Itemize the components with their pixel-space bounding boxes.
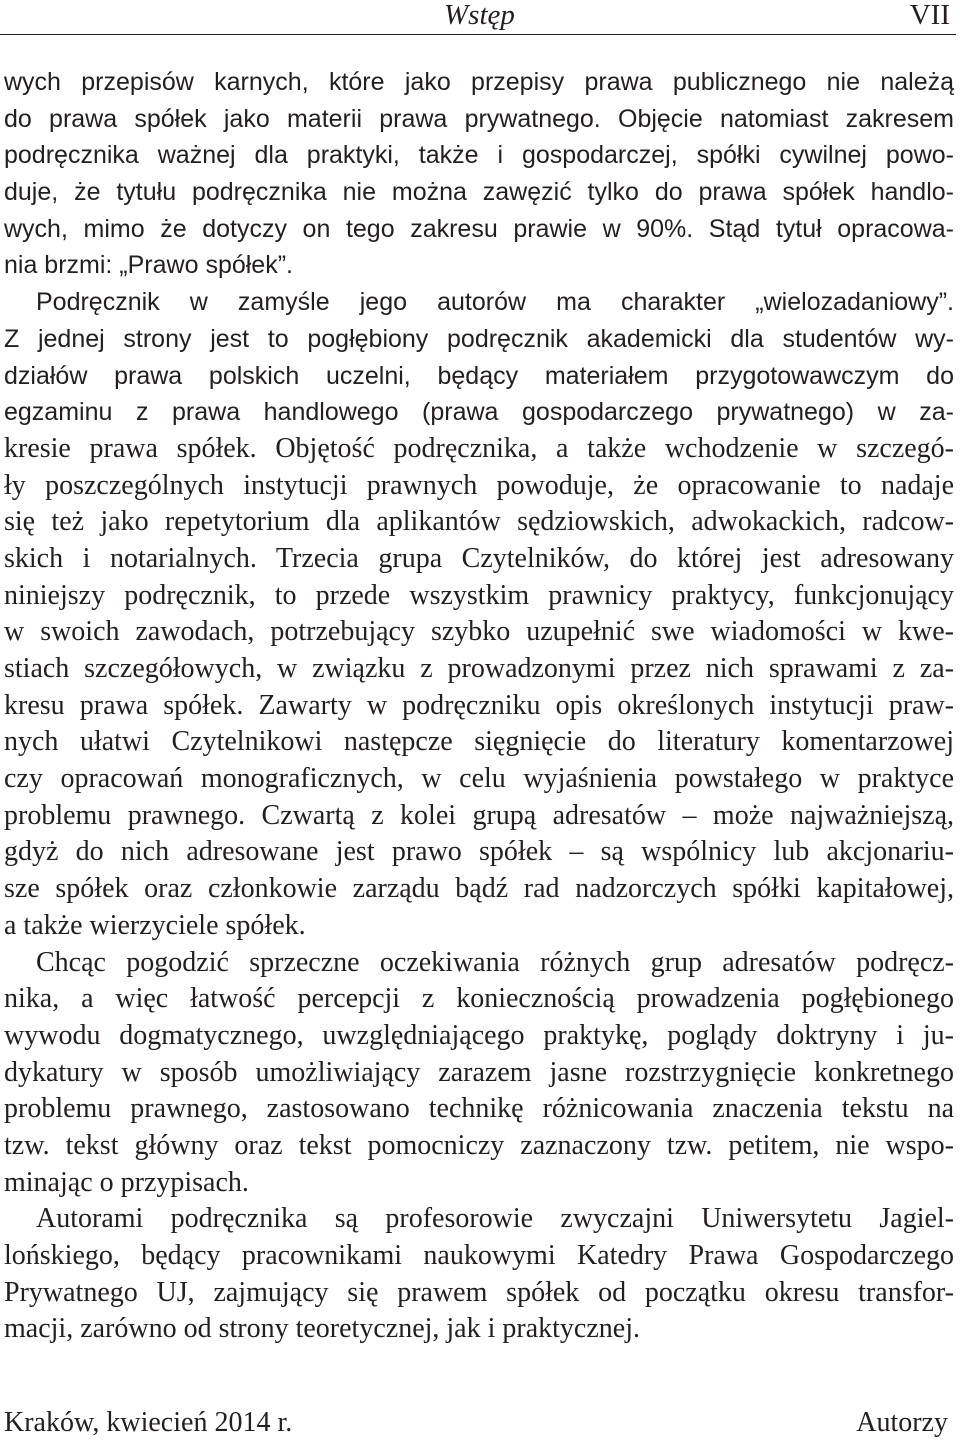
text-line: dykatury w sposób umożliwiający zarazem jasne rozstrzygnięcie konkretnego [4, 1056, 954, 1088]
text-line: skich i notarialnych. Trzecia grupa Czytelników, do której jest adresowany [4, 542, 954, 574]
text-line: problemu prawnego. Czwartą z kolei grupą adresatów – może najważniejszą, [4, 799, 954, 831]
text-line: nia brzmi: „Prawo spółek”. [4, 251, 293, 280]
text-line: do prawa spółek jako materii prawa prywatnego. Objęcie natomiast zakresem [4, 104, 954, 133]
text-line: ły poszczególnych instytucji prawnych powoduje, że opracowanie to nadaje [4, 469, 954, 501]
text-line: kresie prawa spółek. Objętość podręcznika, a także wchodzenie w szczegó- [4, 432, 954, 464]
text-line: stiach szczegółowych, w związku z prowadzonymi przez nich sprawami z za- [4, 653, 954, 684]
text-line: Autorami podręcznika są profesorowie zwyczajni Uniwersytetu Jagiel- [36, 1203, 954, 1235]
running-header [0, 0, 956, 35]
text-line: podręcznika ważnej dla praktyki, także i gospodarczej, spółki cywilnej powo- [4, 141, 954, 170]
text-line: Podręcznik w zamyśle jego autorów ma charakter „wielozadaniowy”. [36, 288, 954, 317]
text-line: macji, zarówno od strony teoretycznej, jak i praktycznej. [4, 1313, 640, 1345]
text-line: się też jako repetytorium dla aplikantów sędziowskich, adwokackich, radcow- [4, 506, 954, 538]
text-line: sze spółek oraz członkowie zarządu bądź rad nadzorczych spółki kapitałowej, [4, 873, 954, 905]
text-line: lońskiego, będący pracownikami naukowymi Katedry Prawa Gospodarczego [4, 1240, 954, 1271]
text-line: minając o przypisach. [4, 1166, 249, 1198]
text-line: wych, mimo że dotyczy on tego zakresu prawie w 90%. Stąd tytuł opracowa- [4, 214, 954, 243]
text-line: gdyż do nich adresowane jest prawo spółek – są wspólnicy lub akcjonariu- [4, 836, 954, 868]
text-line: egzaminu z prawa handlowego (prawa gospodarczego prywatnego) w za- [4, 398, 954, 427]
text-line: w swoich zawodach, potrzebujący szybko uzupełnić swe wiadomości w kwe- [4, 616, 954, 648]
text-line: Z jednej strony jest to pogłębiony podręcznik akademicki dla studentów wy- [4, 324, 954, 353]
text-line: wywodu dogmatycznego, uwzględniającego praktykę, poglądy doktryny i ju- [4, 1019, 954, 1051]
text-line: nika, a więc łatwość percepcji z koniecznością prowadzenia pogłębionego [4, 983, 954, 1015]
section-title: Wstęp [444, 0, 515, 31]
text-line: problemu prawnego, zastosowano technikę różnicowania znaczenia tekstu na [4, 1093, 954, 1125]
text-line: wych przepisów karnych, które jako przepisy prawa publicznego nie należą [4, 68, 954, 96]
authors-signature: Autorzy [856, 1407, 948, 1438]
text-line: tzw. tekst główny oraz tekst pomocniczy zaznaczony tzw. petitem, nie wspo- [4, 1129, 954, 1161]
body-text [4, 64, 954, 1348]
text-line: nych ułatwi Czytelnikowi następcze sięgnięcie do literatury komentarzowej [4, 726, 954, 758]
closing-footer [4, 1405, 948, 1441]
text-line: duje, że tytułu podręcznika nie można zawęzić tylko do prawa spółek handlo- [4, 178, 954, 207]
text-line: a także wierzyciele spółek. [4, 909, 306, 941]
text-line: czy opracowań monograficznych, w celu wyjaśnienia powstałego w praktyce [4, 763, 954, 795]
text-line: działów prawa polskich uczelni, będący materiałem przygotowawczym do [4, 361, 954, 390]
page-number: VII [909, 0, 950, 31]
text-line: niniejszy podręcznik, to przede wszystkim prawnicy praktycy, funkcjonujący [4, 579, 954, 611]
text-line: Chcąc pogodzić sprzeczne oczekiwania różnych grup adresatów podręcz- [36, 946, 954, 978]
text-line: kresu prawa spółek. Zawarty w podręczniku opis określonych instytucji praw- [4, 689, 954, 721]
place-date: Kraków, kwiecień 2014 r. [4, 1407, 293, 1438]
text-line: Prywatnego UJ, zajmujący się prawem spółek od początku okresu transfor- [4, 1276, 954, 1308]
